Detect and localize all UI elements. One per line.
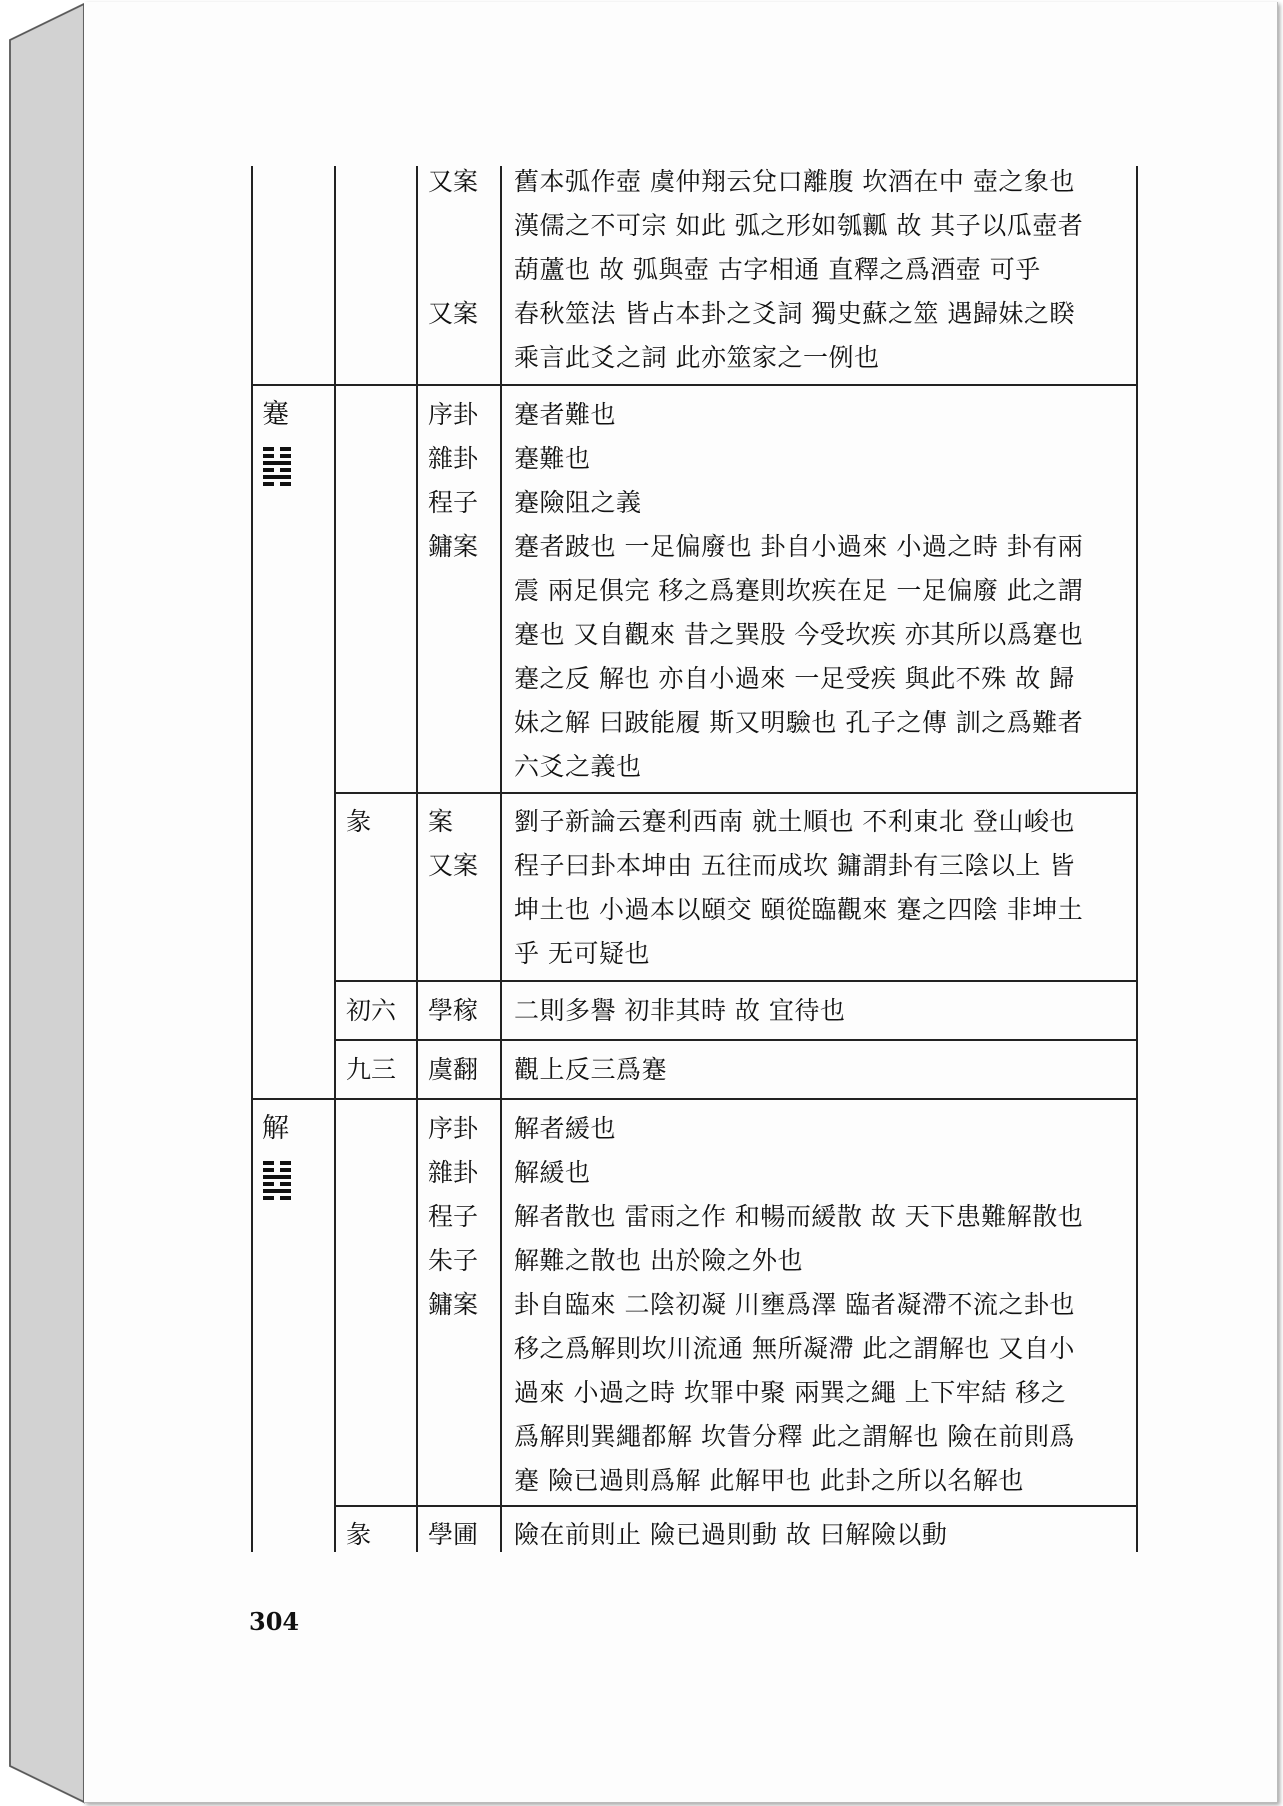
table-rule xyxy=(334,1505,1138,1507)
book-edge xyxy=(0,0,90,1806)
hexagram-line-solid xyxy=(263,475,291,479)
annotation-line: 漢儒之不可宗 如此 弧之形如瓠瓤 故 其子以瓜壺者 xyxy=(514,211,1084,240)
annotation-label: 學稼 xyxy=(428,996,479,1025)
annotation-line: 蹇 險已過則爲解 此解甲也 此卦之所以名解也 xyxy=(514,1466,1024,1495)
hexagram-line-broken xyxy=(280,482,291,486)
annotation-line: 蹇險阻之義 xyxy=(514,488,642,517)
annotation-label: 序卦 xyxy=(428,400,479,429)
annotation-line: 解者緩也 xyxy=(514,1114,617,1143)
annotation-line: 葫蘆也 故 弧與壺 古字相通 直釋之爲酒壺 可乎 xyxy=(514,255,1041,284)
annotation-label: 程子 xyxy=(428,488,479,517)
annotation-line: 蹇之反 解也 亦自小過來 一足受疾 與此不殊 故 歸 xyxy=(514,664,1075,693)
page-number: 304 xyxy=(249,1607,300,1636)
hexagram-line-broken xyxy=(280,1168,291,1172)
annotation-line: 舊本弧作壺 虞仲翔云兌口離腹 坎酒在中 壺之象也 xyxy=(514,167,1075,196)
hexagram-line-solid xyxy=(263,461,291,465)
annotation-line: 程子曰卦本坤由 五往而成坎 鏞謂卦有三陰以上 皆 xyxy=(514,851,1075,880)
hexagram-line-solid xyxy=(263,1189,291,1193)
annotation-line: 蹇者跛也 一足偏廢也 卦自小過來 小過之時 卦有兩 xyxy=(514,532,1084,561)
annotation-line: 坤土也 小過本以頤交 頤從臨觀來 蹇之四陰 非坤土 xyxy=(514,895,1084,924)
annotation-line: 解緩也 xyxy=(514,1158,591,1187)
hexagram-line-broken xyxy=(263,468,274,472)
table-rule xyxy=(251,384,1138,386)
row-category: 九三 xyxy=(346,1055,397,1084)
annotation-line: 妹之解 曰跛能履 斯又明驗也 孔子之傳 訓之爲難者 xyxy=(514,708,1084,737)
annotation-label: 序卦 xyxy=(428,1114,479,1143)
annotation-line: 卦自臨來 二陰初凝 川壅爲澤 臨者凝滯不流之卦也 xyxy=(514,1290,1075,1319)
annotation-line: 春秋筮法 皆占本卦之爻詞 獨史蘇之筮 遇歸妹之睽 xyxy=(514,299,1075,328)
table-rule xyxy=(334,980,1138,982)
hexagram-line-broken xyxy=(263,1161,274,1165)
hexagram-line-broken xyxy=(263,1168,274,1172)
annotation-label: 雜卦 xyxy=(428,444,479,473)
annotation-line: 蹇者難也 xyxy=(514,400,617,429)
annotation-line: 乎 无可疑也 xyxy=(514,939,650,968)
row-category: 初六 xyxy=(346,996,397,1025)
annotation-line: 解者散也 雷雨之作 和暢而緩散 故 天下患難解散也 xyxy=(514,1202,1084,1231)
annotation-line: 蹇也 又自觀來 昔之巽股 今受坎疾 亦其所以爲蹇也 xyxy=(514,620,1084,649)
table-rule xyxy=(1136,166,1138,1552)
annotation-line: 過來 小過之時 坎罪中聚 兩巽之繩 上下牢結 移之 xyxy=(514,1378,1067,1407)
hexagram-line-broken xyxy=(263,454,274,458)
table-rule xyxy=(416,166,418,1552)
table-rule xyxy=(251,166,253,1552)
hexagram-line-broken xyxy=(280,468,291,472)
annotation-label: 虞翻 xyxy=(428,1055,479,1084)
annotation-label: 又案 xyxy=(428,299,479,328)
annotation-line: 二則多譽 初非其時 故 宜待也 xyxy=(514,996,846,1025)
annotation-label: 又案 xyxy=(428,167,479,196)
hexagram-line-broken xyxy=(263,1182,274,1186)
annotation-line: 劉子新論云蹇利西南 就土順也 不利東北 登山峻也 xyxy=(514,807,1075,836)
hexagram-name: 解 xyxy=(262,1113,289,1144)
hexagram-line-solid xyxy=(263,1175,291,1179)
row-category: 彖 xyxy=(346,1520,372,1549)
annotation-line: 震 兩足俱完 移之爲蹇則坎疾在足 一足偏廢 此之謂 xyxy=(514,576,1084,605)
row-category: 彖 xyxy=(346,807,372,836)
hexagram-line-broken xyxy=(280,1182,291,1186)
annotation-line: 觀上反三爲蹇 xyxy=(514,1055,668,1084)
annotation-line: 移之爲解則坎川流通 無所凝滯 此之謂解也 又自小 xyxy=(514,1334,1075,1363)
table-rule xyxy=(251,1098,1138,1100)
table-rule xyxy=(500,166,502,1552)
annotation-line: 險在前則止 險已過則動 故 曰解險以動 xyxy=(514,1520,948,1549)
annotation-label: 朱子 xyxy=(428,1246,479,1275)
annotation-label: 案 xyxy=(428,807,454,836)
table-rule xyxy=(334,1039,1138,1041)
annotation-line: 爲解則巽繩都解 坎眚分釋 此之謂解也 險在前則爲 xyxy=(514,1422,1075,1451)
table-rule xyxy=(334,166,336,1552)
annotation-line: 蹇難也 xyxy=(514,444,591,473)
hexagram-line-broken xyxy=(263,447,274,451)
hexagram-line-broken xyxy=(263,1196,274,1200)
annotation-line: 六爻之義也 xyxy=(514,752,642,781)
annotation-label: 雜卦 xyxy=(428,1158,479,1187)
annotation-label: 鏞案 xyxy=(428,1290,479,1319)
hexagram-line-broken xyxy=(280,1161,291,1165)
hexagram-line-broken xyxy=(280,1196,291,1200)
annotation-line: 解難之散也 出於險之外也 xyxy=(514,1246,803,1275)
hexagram-line-broken xyxy=(280,447,291,451)
hexagram-line-broken xyxy=(263,482,274,486)
hexagram-line-broken xyxy=(280,454,291,458)
annotation-label: 鏞案 xyxy=(428,532,479,561)
table-rule xyxy=(334,792,1138,794)
annotation-label: 又案 xyxy=(428,851,479,880)
annotation-line: 乘言此爻之詞 此亦筮家之一例也 xyxy=(514,343,880,372)
annotation-label: 學圃 xyxy=(428,1520,479,1549)
hexagram-name: 蹇 xyxy=(262,399,289,430)
annotation-label: 程子 xyxy=(428,1202,479,1231)
